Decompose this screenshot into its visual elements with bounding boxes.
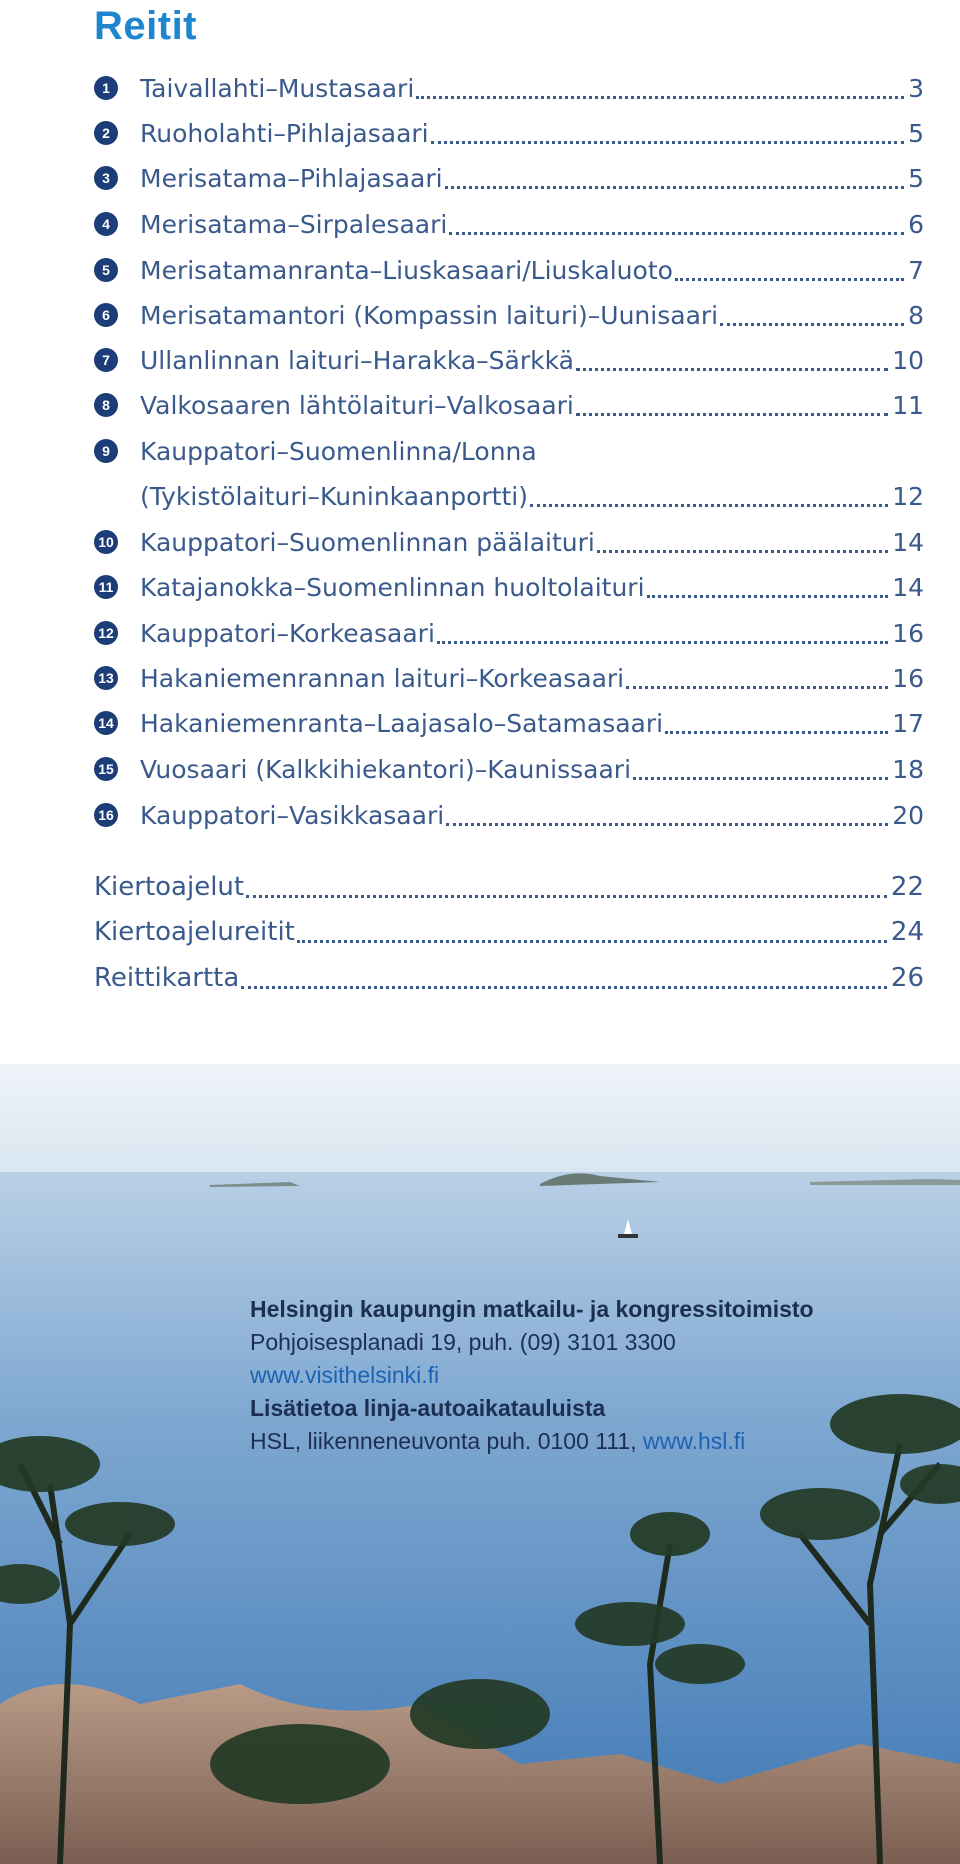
page-number: 22 xyxy=(890,872,924,902)
leader-dots xyxy=(530,500,888,507)
page-number: 6 xyxy=(908,209,924,239)
toc-route-3[interactable] xyxy=(94,158,924,198)
toc-route-2[interactable] xyxy=(94,113,924,153)
page-number: 20 xyxy=(892,800,924,830)
leader-dots xyxy=(633,773,888,780)
route-number-badge: 8 xyxy=(94,393,118,417)
leader-dots xyxy=(576,409,888,416)
route-label-continued: (Tykistölaituri–Kuninkaanportti) xyxy=(140,481,528,511)
leader-dots xyxy=(597,546,888,553)
route-number-badge: 6 xyxy=(94,303,118,327)
route-label: Hakaniemenrannan laituri–Korkeasaari xyxy=(140,663,625,693)
route-label: Hakaniemenranta–Laajasalo–Satamasaari xyxy=(140,708,664,738)
route-number-badge: 9 xyxy=(94,439,118,463)
leader-dots xyxy=(675,274,904,281)
page-number: 26 xyxy=(890,963,924,993)
route-number-badge: 4 xyxy=(94,212,118,236)
leader-dots xyxy=(449,228,904,235)
toc-route-4[interactable] xyxy=(94,204,924,244)
toc-route-5[interactable] xyxy=(94,250,924,290)
route-number-badge: 5 xyxy=(94,258,118,282)
extra-label: Kiertoajelureitit xyxy=(94,917,295,947)
toc-route-8[interactable] xyxy=(94,385,924,425)
route-number-badge: 3 xyxy=(94,166,118,190)
hsl-link[interactable]: www.hsl.fi xyxy=(643,1428,746,1454)
bus-info-heading: Lisätietoa linja-autoaikatauluista xyxy=(250,1395,606,1421)
route-number-badge: 12 xyxy=(94,621,118,645)
route-label: Kauppatori–Suomenlinna/Lonna xyxy=(140,436,537,466)
route-number-badge: 2 xyxy=(94,121,118,145)
page-number: 5 xyxy=(908,118,924,148)
toc-extra-kiertoajelut[interactable] xyxy=(94,867,924,907)
bus-info-line xyxy=(250,1425,910,1458)
route-number-badge: 14 xyxy=(94,711,118,735)
toc-route-16[interactable] xyxy=(94,795,924,835)
page-number: 10 xyxy=(892,345,924,375)
page-number: 8 xyxy=(908,300,924,330)
leader-dots xyxy=(576,364,888,371)
toc-route-7[interactable] xyxy=(94,340,924,380)
route-label: Vuosaari (Kalkkihiekantori)–Kaunissaari xyxy=(140,754,632,784)
toc-route-10[interactable] xyxy=(94,522,924,562)
leader-dots xyxy=(665,727,888,734)
toc-route-9-continued[interactable] xyxy=(94,476,924,516)
route-number-badge: 13 xyxy=(94,666,118,690)
leader-dots xyxy=(446,819,888,826)
extra-label: Kiertoajelut xyxy=(94,872,245,902)
route-label: Merisatamanranta–Liuskasaari/Liuskaluoto xyxy=(140,255,673,285)
route-label: Katajanokka–Suomenlinnan huoltolaituri xyxy=(140,572,645,602)
leader-dots xyxy=(445,182,905,189)
leader-dots xyxy=(720,319,904,326)
route-number-badge: 10 xyxy=(94,530,118,554)
toc-route-13[interactable] xyxy=(94,658,924,698)
page-number: 16 xyxy=(892,618,924,648)
leader-dots xyxy=(416,92,904,99)
archipelago-photo-illustration xyxy=(0,1064,960,1864)
toc-extra-reittikartta[interactable] xyxy=(94,958,924,998)
page-number: 14 xyxy=(892,572,924,602)
page-number: 17 xyxy=(892,708,924,738)
toc-route-9[interactable] xyxy=(94,431,924,471)
route-number-badge: 16 xyxy=(94,803,118,827)
route-number-badge: 11 xyxy=(94,575,118,599)
toc-extra-kiertoajelureitit[interactable] xyxy=(94,912,924,952)
archipelago-photo xyxy=(0,1064,960,1864)
toc-route-12[interactable] xyxy=(94,613,924,653)
page-number: 12 xyxy=(892,481,924,511)
route-number-badge: 15 xyxy=(94,757,118,781)
extra-label: Reittikartta xyxy=(94,963,240,993)
page-number: 16 xyxy=(892,663,924,693)
route-label: Merisatama–Pihlajasaari xyxy=(140,163,443,193)
leader-dots xyxy=(297,936,887,943)
leader-dots xyxy=(437,637,888,644)
toc-route-11[interactable] xyxy=(94,567,924,607)
page-number: 14 xyxy=(892,527,924,557)
toc-route-15[interactable] xyxy=(94,749,924,789)
route-label: Merisatamantori (Kompassin laituri)–Uunisaari xyxy=(140,300,719,330)
page-number: 5 xyxy=(908,163,924,193)
contact-info xyxy=(250,1293,910,1458)
leader-dots xyxy=(241,982,887,989)
page-number: 18 xyxy=(892,754,924,784)
route-label: Merisatama–Sirpalesaari xyxy=(140,209,448,239)
badge-spacer xyxy=(94,484,118,508)
route-label: Valkosaaren lähtölaituri–Valkosaari xyxy=(140,390,574,420)
route-number-badge: 1 xyxy=(94,76,118,100)
leader-dots xyxy=(626,682,888,689)
leader-dots xyxy=(246,891,887,898)
route-label: Kauppatori–Suomenlinnan päälaituri xyxy=(140,527,595,557)
bus-info-text: HSL, liikenneneuvonta puh. 0100 111, xyxy=(250,1428,643,1454)
page-number: 24 xyxy=(890,917,924,947)
organization-name: Helsingin kaupungin matkailu- ja kongressitoimisto xyxy=(250,1296,814,1322)
route-label: Ruoholahti–Pihlajasaari xyxy=(140,118,429,148)
page-number: 11 xyxy=(892,390,924,420)
toc-route-6[interactable] xyxy=(94,295,924,335)
route-number-badge: 7 xyxy=(94,348,118,372)
page-number: 3 xyxy=(908,73,924,103)
toc-route-14[interactable] xyxy=(94,703,924,743)
route-label: Ullanlinnan laituri–Harakka–Särkkä xyxy=(140,345,574,375)
page-number: 7 xyxy=(908,255,924,285)
address-phone: Pohjoisesplanadi 19, puh. (09) 3101 3300 xyxy=(250,1329,676,1355)
route-label: Kauppatori–Korkeasaari xyxy=(140,618,435,648)
toc-route-1[interactable] xyxy=(94,68,924,108)
leader-dots xyxy=(431,137,904,144)
website-link[interactable]: www.visithelsinki.fi xyxy=(250,1362,440,1388)
route-label: Taivallahti–Mustasaari xyxy=(140,73,415,103)
route-label: Kauppatori–Vasikkasaari xyxy=(140,800,445,830)
leader-dots xyxy=(647,591,889,598)
page-title: Reitit xyxy=(94,4,197,48)
